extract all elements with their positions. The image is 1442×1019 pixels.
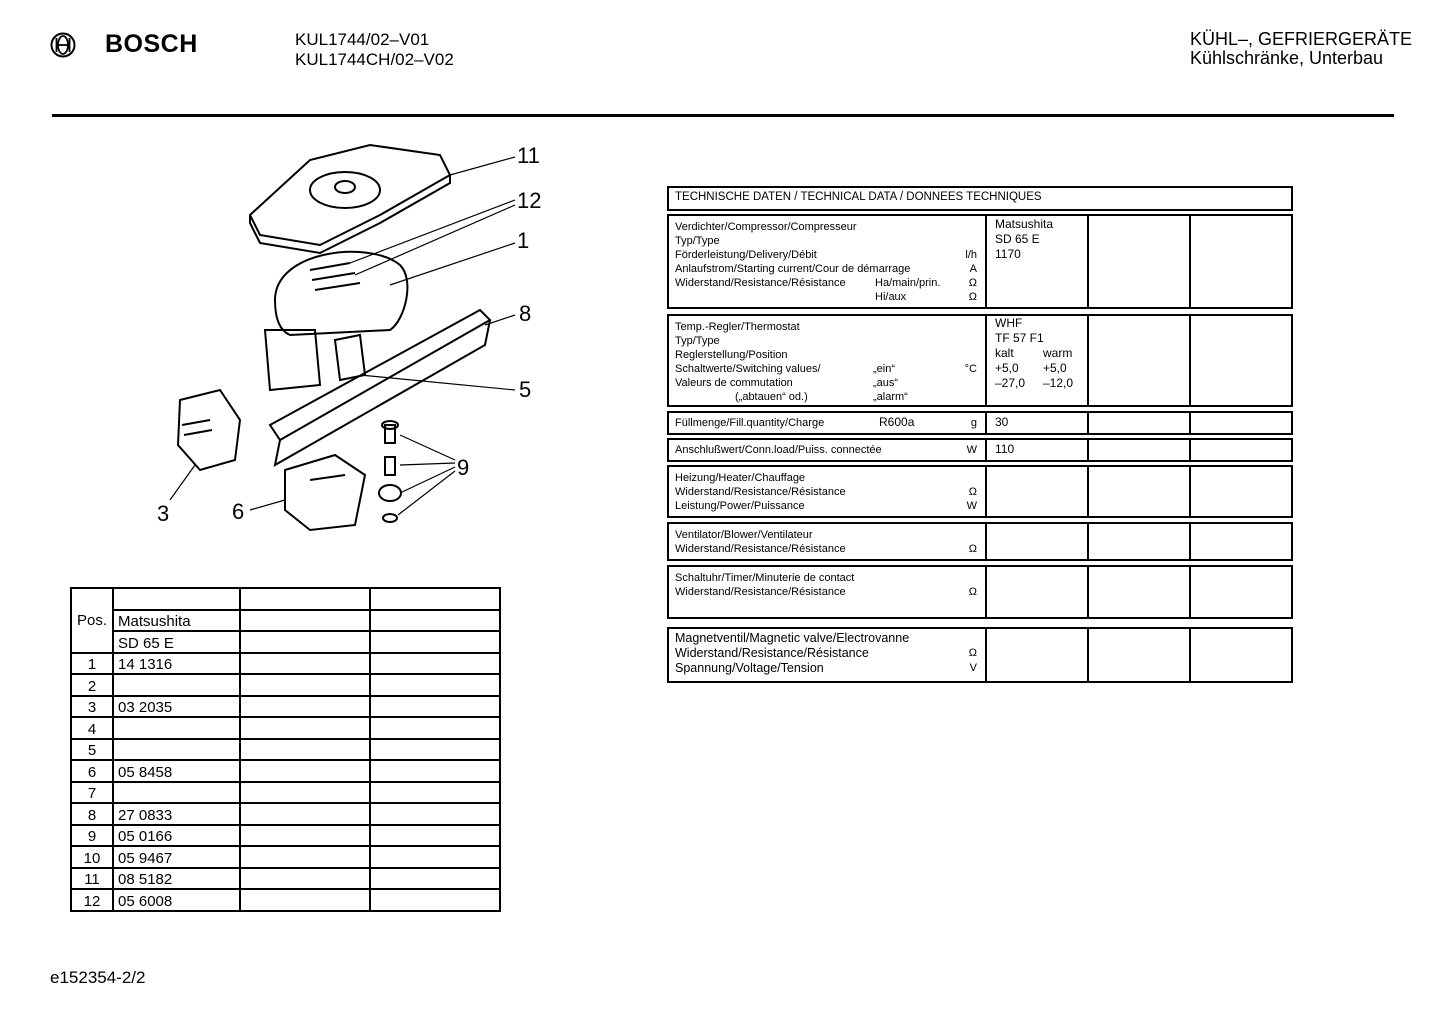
fixing-parts-drawing bbox=[379, 421, 401, 522]
pos-header: Pos. bbox=[71, 588, 113, 653]
callout-9: 9 bbox=[457, 455, 470, 480]
off-label: „aus“ bbox=[873, 377, 899, 389]
pos-number: 4 bbox=[71, 717, 113, 739]
category-line-2: Kühlschränke, Unterbau bbox=[1189, 48, 1384, 68]
on-warm-value: +5,0 bbox=[1043, 361, 1067, 375]
callout-11: 11 bbox=[517, 143, 540, 168]
main-winding-label: Ha/main/prin. bbox=[875, 277, 941, 289]
unit-v: V bbox=[969, 662, 977, 674]
magnetic-valve-section bbox=[667, 627, 1293, 683]
category-line-1: KÜHL–, GEFRIERGERÄTE bbox=[1189, 29, 1412, 49]
unit-celsius: °C bbox=[964, 363, 977, 375]
defrost-label: („abtauen“ od.) bbox=[735, 391, 808, 403]
table-row bbox=[71, 717, 500, 739]
model-number-1: KUL1744/02–V01 bbox=[295, 30, 430, 49]
compressor-make: Matsushita bbox=[995, 217, 1054, 231]
thermostat-section bbox=[667, 314, 1293, 407]
commutation-label: Valeurs de commutation bbox=[675, 377, 793, 389]
product-category bbox=[1190, 30, 1412, 68]
table-row bbox=[71, 739, 500, 761]
part-number: 05 6008 bbox=[113, 889, 240, 911]
compressor-exploded-diagram bbox=[150, 135, 570, 535]
table-row bbox=[71, 782, 500, 804]
cold-label: kalt bbox=[995, 346, 1014, 360]
magnetic-valve-label: Magnetventil/Magnetic valve/Electrovanne bbox=[675, 631, 910, 645]
manufacturer-cell: Matsushita bbox=[113, 610, 240, 632]
resistance-label: Widerstand/Resistance/Résistance bbox=[675, 646, 869, 660]
unit-ohm: Ω bbox=[968, 277, 977, 289]
table-row bbox=[71, 846, 500, 868]
pos-number: 12 bbox=[71, 889, 113, 911]
unit-ohm: Ω bbox=[968, 586, 977, 598]
model-numbers bbox=[295, 30, 454, 70]
part-number bbox=[113, 739, 240, 761]
unit-g: g bbox=[970, 417, 977, 429]
parts-table bbox=[70, 587, 501, 912]
refrigerant-value: R600a bbox=[879, 415, 915, 429]
thermostat-label: Temp.-Regler/Thermostat bbox=[675, 321, 800, 333]
pos-number: 3 bbox=[71, 696, 113, 718]
part-number bbox=[113, 674, 240, 696]
resistance-label: Widerstand/Resistance/Résistance bbox=[675, 486, 846, 498]
brand-name: BOSCH bbox=[105, 30, 198, 58]
blower-label: Ventilator/Blower/Ventilateur bbox=[675, 529, 813, 541]
unit-w: W bbox=[966, 500, 977, 512]
blower-section bbox=[667, 522, 1293, 561]
unit-ohm: Ω bbox=[968, 543, 977, 555]
starting-current-label: Anlaufstrom/Starting current/Cour de démarrage bbox=[675, 263, 911, 275]
compressor-section bbox=[667, 214, 1293, 309]
voltage-label: Spannung/Voltage/Tension bbox=[675, 661, 824, 675]
part-number: 05 9467 bbox=[113, 846, 240, 868]
pos-number: 9 bbox=[71, 825, 113, 847]
unit-ohm: Ω bbox=[968, 291, 977, 303]
aux-winding-label: Hi/aux bbox=[875, 291, 907, 303]
part-number: 08 5182 bbox=[113, 868, 240, 890]
part-number: 27 0833 bbox=[113, 803, 240, 825]
table-row bbox=[71, 760, 500, 782]
unit-w: W bbox=[966, 444, 977, 456]
warm-label: warm bbox=[1043, 346, 1073, 360]
drip-tray-drawing bbox=[250, 145, 450, 245]
pos-number: 2 bbox=[71, 674, 113, 696]
bosch-armature-icon bbox=[50, 32, 76, 58]
thermostat-make: WHF bbox=[995, 316, 1023, 330]
table-row bbox=[71, 803, 500, 825]
model-number-2: KUL1744CH/02–V02 bbox=[295, 50, 454, 69]
callout-1: 1 bbox=[517, 228, 530, 253]
starter-relay-drawing bbox=[265, 330, 320, 390]
pos-number: 10 bbox=[71, 846, 113, 868]
alarm-label: „alarm“ bbox=[873, 391, 908, 403]
part-number: 14 1316 bbox=[113, 653, 240, 675]
callout-3: 3 bbox=[157, 501, 170, 526]
part-number bbox=[113, 782, 240, 804]
unit-a: A bbox=[969, 263, 977, 275]
model-cell: SD 65 E bbox=[113, 631, 240, 653]
part-number: 05 8458 bbox=[113, 760, 240, 782]
type-label: Typ/Type bbox=[675, 235, 720, 247]
table-row bbox=[71, 868, 500, 890]
compressor-delivery: 1170 bbox=[995, 247, 1021, 261]
tech-title: TECHNISCHE DATEN / TECHNICAL DATA / DONNEES TECHNIQUES bbox=[675, 191, 1042, 203]
part-number: 05 0166 bbox=[113, 825, 240, 847]
callout-12: 12 bbox=[517, 188, 542, 213]
unit-ohm: Ω bbox=[968, 647, 977, 659]
timer-section bbox=[667, 565, 1293, 619]
pos-number: 6 bbox=[71, 760, 113, 782]
part-number: 03 2035 bbox=[113, 696, 240, 718]
connected-load-label: Anschlußwert/Conn.load/Puiss. connectée bbox=[675, 444, 882, 456]
unit-lh: l/h bbox=[965, 249, 977, 261]
position-label: Reglerstellung/Position bbox=[675, 349, 788, 361]
pos-number: 1 bbox=[71, 653, 113, 675]
pos-number: 8 bbox=[71, 803, 113, 825]
off-cold-value: –27,0 bbox=[995, 376, 1026, 390]
heater-section bbox=[667, 465, 1293, 518]
on-label: „ein“ bbox=[873, 363, 896, 375]
switching-values-label: Schaltwerte/Switching values/ bbox=[675, 363, 821, 375]
callout-8: 8 bbox=[519, 301, 532, 326]
fill-quantity-label: Füllmenge/Fill.quantity/Charge bbox=[675, 417, 825, 429]
unit-ohm: Ω bbox=[968, 486, 977, 498]
table-row bbox=[71, 696, 500, 718]
fill-quantity-value: 30 bbox=[989, 413, 1089, 433]
on-cold-value: +5,0 bbox=[995, 361, 1019, 375]
pos-number: 11 bbox=[71, 868, 113, 890]
heater-label: Heizung/Heater/Chauffage bbox=[675, 472, 806, 484]
header-divider bbox=[52, 114, 1394, 117]
callout-6: 6 bbox=[232, 499, 245, 524]
part-number bbox=[113, 717, 240, 739]
type-label: Typ/Type bbox=[675, 335, 720, 347]
delivery-label: Förderleistung/Delivery/Débit bbox=[675, 249, 817, 261]
connected-load-section bbox=[667, 438, 1293, 462]
connected-load-value: 110 bbox=[989, 440, 1089, 460]
table-row bbox=[71, 653, 500, 675]
document-id: e152354-2/2 bbox=[50, 968, 146, 987]
thermostat-type: TF 57 F1 bbox=[995, 331, 1044, 345]
fill-quantity-section bbox=[667, 411, 1293, 435]
pos-number: 5 bbox=[71, 739, 113, 761]
table-row bbox=[71, 825, 500, 847]
terminal-cover-drawing bbox=[285, 455, 365, 530]
table-row bbox=[71, 889, 500, 911]
callout-5: 5 bbox=[519, 377, 532, 402]
resistance-label: Widerstand/Resistance/Résistance bbox=[675, 543, 846, 555]
compressor-label: Verdichter/Compressor/Compresseur bbox=[675, 221, 857, 233]
timer-label: Schaltuhr/Timer/Minuterie de contact bbox=[675, 572, 855, 584]
off-warm-value: –12,0 bbox=[1043, 376, 1074, 390]
table-row bbox=[71, 674, 500, 696]
resistance-label: Widerstand/Resistance/Résistance bbox=[675, 586, 846, 598]
power-label: Leistung/Power/Puissance bbox=[675, 500, 805, 512]
resistance-label: Widerstand/Resistance/Résistance bbox=[675, 277, 846, 289]
compressor-type: SD 65 E bbox=[995, 232, 1040, 246]
tech-title-box bbox=[667, 186, 1293, 211]
pos-number: 7 bbox=[71, 782, 113, 804]
